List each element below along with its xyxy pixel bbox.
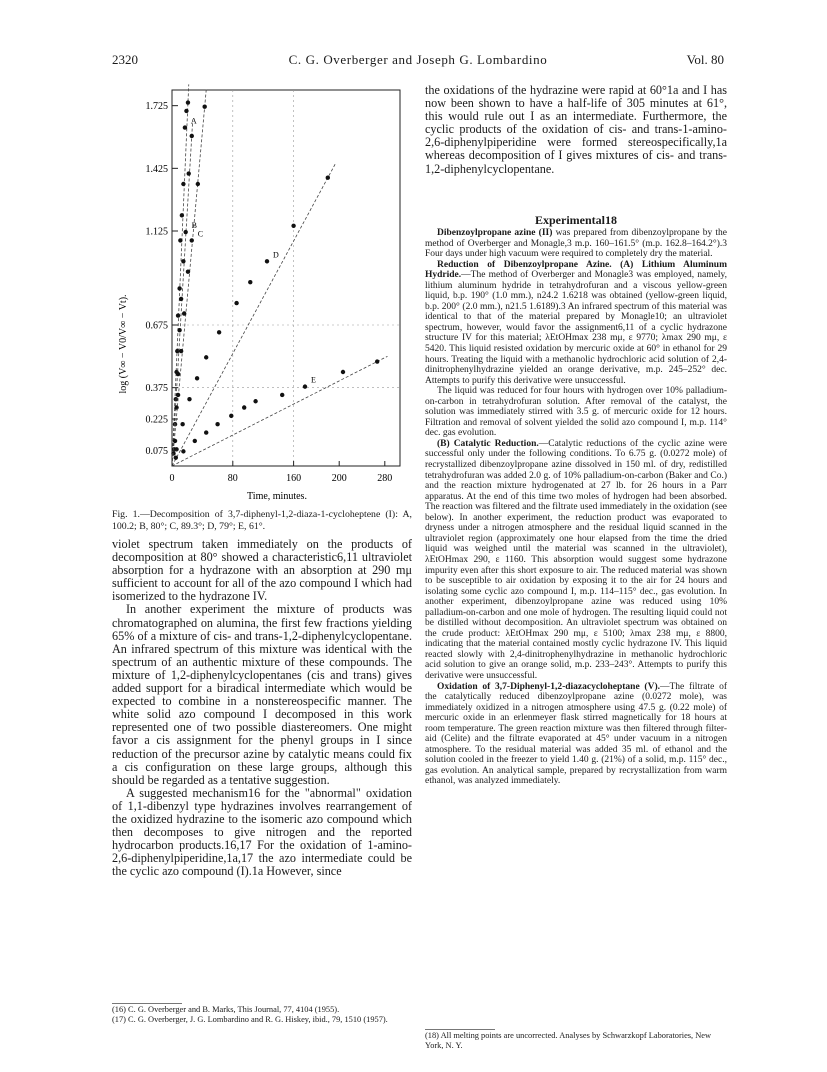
chart-axes xyxy=(172,90,400,466)
data-point-d xyxy=(291,224,295,228)
data-point-b xyxy=(181,259,185,263)
y-tick-label: 0.375 xyxy=(145,383,168,395)
y-tick-label: 0.075 xyxy=(145,445,168,457)
data-point-d xyxy=(265,259,269,263)
series-label-e: E xyxy=(311,375,316,385)
left-footnotes xyxy=(112,1005,412,1025)
data-point-c xyxy=(196,182,200,186)
data-point-e xyxy=(215,422,219,426)
data-point-e xyxy=(341,370,345,374)
data-point-b xyxy=(177,328,181,332)
series-label-b: B xyxy=(191,221,198,231)
paragraph: violet spectrum taken immediately on the products of decomposition at 80° showed a characteristic6,11 ultraviolet absorption for a hydrazone with an absorption at 290 mμ sufficient to account for all of the azo compound I which had isomerized to the hydrazone IV. xyxy=(112,537,412,604)
paragraph: In another experiment the mixture of products was chromatographed on alumina, the first few fractions yielding 65% of a mixture of cis- and trans-1,2-diphenylcyclopentane. An infrared spectrum of this mixture was identical with the spectrum of an authentic mixture of these compounds. The mixture of 1,2-diphenylcyclopentanes (cis and trans) gives added support for a biradical intermediate which would be expected to combine in a nonstereospecific manner. The white solid azo compound I decomposed in this work represented one of two possible diastereomers. One might favor a cis assignment for the phenyl groups in I since reduction of the precursor azine by catalytic means could fix a cis configuration on these large groups, although this should be regarded as a tentative suggestion. xyxy=(112,602,412,787)
x-tick-label: 200 xyxy=(331,473,347,484)
series-label-c: C xyxy=(197,229,204,239)
paragraph: Reduction of Dibenzoylpropane Azine. (A) Lithium Aluminum Hydride.—The method of Overberger and Monagle3 was employed, namely, lithium aluminum hydride in tetrahydrofuran and a viscous yellow-green liquid, b.p. 190° (1.0 mm.), n24.2 1.6218 was obtained (yellow-green liquid, b.p. 200° (2.0 mm.), n21.5 1.6189).3 An infrared spectrum of this material was identical to that of the material prepared by Monagle10; an ultraviolet spectrum, however, would favor the assignment6,11 of a cyclic hydrazone structure IV for this material; λEtOHmax 238 mμ, ε 9770; λmax 290 mμ, ε 5420. This liquid resisted oxidation by mercuric oxide at 60° in ethanol for 29 hours. Treating the liquid with a methanolic hydrochloric acid solution of 2,4-dinitrophenylhydrazine yielded an orange derivative, m.p. 245–252° dec. Attempts to purify this derivative were unsuccessful. xyxy=(425,259,727,386)
data-point-b xyxy=(183,230,187,234)
data-point-a xyxy=(186,100,190,104)
data-point-c xyxy=(182,311,186,315)
paragraph: the oxidations of the hydrazine were rapid at 60°1a and I has now been shown to have a half-life of 305 minutes at 61°, this would rule out I as an intermediate. Furthermore, the cyclic products of the oxidation of cis- and trans-1-amino-2,6-diphenylpiperidine were formed stereospecifically,1a whereas decomposition of I gives mixtures of cis- and trans-1,2-diphenylcyclopentane. xyxy=(425,83,727,176)
paragraph: Oxidation of 3,7-Diphenyl-1,2-diazacycloheptane (V).—The filtrate of the catalytically reduced dibenzoylpropane azine (0.0272 mole), was immediately oxidized in a nitrogen atmosphere using 47.5 g. (0.22 mole) of mercuric oxide in an erlenmeyer flask stirred magnetically for 18 hours at room temperature. The green reaction mixture was then filtered through filter-aid (Celite) and the filtrate evaporated at 45° under vacuum in a nitrogen atmosphere. To the residual material was added 35 ml. of ethanol and the solution cooled in the freezer to yield 1.40 g. (21%) of a solid, m.p. 115° dec., gas evolution. An analytical sample, prepared by recrystallization from warm ethanol, was analyzed immediately. xyxy=(425,681,727,787)
data-point-c xyxy=(179,349,183,353)
data-point-d xyxy=(180,422,184,426)
data-point-b xyxy=(179,297,183,301)
data-point-b xyxy=(190,134,194,138)
data-point-e xyxy=(253,399,257,403)
y-tick-label: 1.725 xyxy=(145,101,168,113)
data-point-b xyxy=(187,171,191,175)
page-number: 2320 xyxy=(112,52,138,67)
series-line-b xyxy=(172,119,193,466)
running-authors: C. G. Overberger and Joseph G. Lombardino xyxy=(288,52,548,67)
y-tick-label: 1.125 xyxy=(145,226,168,238)
data-point-e xyxy=(375,359,379,363)
series-line-e xyxy=(172,356,387,466)
data-point-d xyxy=(248,280,252,284)
x-tick-label: 160 xyxy=(286,473,302,484)
chart-grid xyxy=(172,90,400,466)
data-point-e xyxy=(204,430,208,434)
x-tick-label: 80 xyxy=(227,473,238,484)
right-footnotes xyxy=(425,1031,727,1051)
volume-label: Vol. 80 xyxy=(686,52,724,67)
data-point-c xyxy=(202,105,206,109)
x-tick-label: 0 xyxy=(169,473,175,484)
data-point-d xyxy=(326,176,330,180)
series-label-a: A xyxy=(190,116,197,126)
plot-frame xyxy=(172,90,400,466)
x-axis-label: Time, minutes. xyxy=(247,491,307,502)
data-point-c xyxy=(190,238,194,242)
data-point-d xyxy=(187,397,191,401)
x-tick-label: 280 xyxy=(377,473,393,484)
data-point-a xyxy=(180,213,184,217)
y-tick-label: 0.225 xyxy=(145,414,168,426)
data-point-e xyxy=(303,384,307,388)
footnote-rule xyxy=(425,1029,495,1030)
series-line-d xyxy=(172,163,336,466)
data-point-b xyxy=(176,372,180,376)
data-point-b xyxy=(174,405,178,409)
data-point-a xyxy=(184,109,188,113)
left-column xyxy=(112,538,412,878)
y-tick-label: 1.425 xyxy=(145,163,168,175)
footnote: (17) C. G. Overberger, J. G. Lombardino and R. G. Hiskey, ibid., 79, 1510 (1957). xyxy=(112,1015,388,1024)
data-point-d xyxy=(195,376,199,380)
paragraph: A suggested mechanism16 for the "abnormal" oxidation of 1,1-dibenzyl type hydrazines involves rearrangement of the oxidized hydrazine to the isomeric azo compound which then decomposes to give nitrogen and the reported hydrocarbon products.16,17 For the oxidation of 1-amino-2,6-diphenylpiperidine,1a,17 the azo intermediate could be the cyclic azo compound (I).1a However, since xyxy=(112,785,412,879)
paragraph: Dibenzoylpropane azine (II) was prepared from dibenzoylpropane by the method of Overberger and Monagle,3 m.p. 160–161.5° (m.p. 162.8–164.2°).3 Four days under high vacuum were required to completely dry the material. xyxy=(425,228,727,260)
series-line-c xyxy=(172,89,206,466)
right-column-intro xyxy=(425,84,727,176)
data-point-e xyxy=(174,455,178,459)
data-point-c xyxy=(176,393,180,397)
paragraph: The liquid was reduced for four hours with hydrogen over 10% palladium-on-carbon in tetrahydrofuran solution. After removal of the catalyst, the solution was immediately stirred with 3.5 g. of mercuric oxide for 12 hours. Filtration and removal of solvent yielded the solid azo compound I, m.p. 114° dec. gas evolution. xyxy=(425,386,727,439)
data-point-c xyxy=(186,270,190,274)
data-point-a xyxy=(181,182,185,186)
footnote-rule xyxy=(112,1003,182,1004)
chart-ticks xyxy=(146,101,393,484)
chart-marks xyxy=(171,84,387,466)
data-point-e xyxy=(280,393,284,397)
run-in-heading: Reduction of Dibenzoylpropane Azine. (A) Lithium Aluminum Hydride. xyxy=(425,259,727,281)
data-point-e xyxy=(181,449,185,453)
data-point-e xyxy=(242,405,246,409)
data-point-a xyxy=(173,422,177,426)
data-point-a xyxy=(178,238,182,242)
footnote: (16) C. G. Overberger and B. Marks, This Journal, 77, 4104 (1955). xyxy=(112,1005,340,1014)
data-point-a xyxy=(176,313,180,317)
section-heading: Experimental18 xyxy=(535,213,617,227)
data-point-a xyxy=(183,125,187,129)
series-label-d: D xyxy=(273,250,279,260)
data-point-d xyxy=(217,330,221,334)
right-column xyxy=(425,212,727,787)
run-in-heading: (B) Catalytic Reduction. xyxy=(437,438,539,449)
figure-caption: Fig. 1.—Decomposition of 3,7-diphenyl-1,2-diaza-1-cycloheptene (I): A, 100.2; B, 80°; C, 89.3°; D, 79°; E, 61°. xyxy=(112,509,412,532)
running-header xyxy=(112,52,724,70)
data-point-c xyxy=(173,439,177,443)
decomposition-chart xyxy=(112,84,412,504)
y-axis-label: log (V∞ − V0/V∞ − Vt). xyxy=(118,294,129,394)
paragraph: (B) Catalytic Reduction.—Catalytic reductions of the cyclic azine were successful only under the following conditions. To 6.75 g. (0.0272 mole) of recrystallized dibenzoylpropane azine dissolved in 150 ml. of dry, redistilled tetrahydrofuran was added 2.0 g. of 10% palladium-on-carbon (Baker and Co.) and the reaction mixture hydrogenated at 27 lb. for 26 hours in a Parr apparatus. At the end of this time two moles of hydrogen had been absorbed. The reaction was filtered and the filtrate used immediately in the oxidation (see below). In another experiment, the reduction product was evaporated to dryness under a nitrogen atmosphere and the residual liquid scanned in the ultraviolet region (approximately one hour elapsed from the time the dried liquid was weighed until the material was scanned in the ultraviolet), λEtOHmax 290, ε 1160. This absorption would suggest some hydrazone impurity even after this short exposure to air. The reduced material was shown to be susceptible to air oxidation by exposing it to the air for 24 hours and isolating some cyclic azo compound I, m.p. 114–115° dec., gas evolution. In another experiment, dibenzoylpropane azine was reduced using 10% palladium-on-carbon and one mole of hydrogen. The resulting liquid could not be distilled without decomposition. An ultraviolet spectrum was obtained on the crude product: λEtOHmax 290 mμ, ε 5100; λmax 238 mμ, ε 8800, indicating that the material contained mostly cyclic hydrazone IV. This liquid reacted slowly with 2,4-dinitrophenylhydrazine in methanolic hydrochloric acid solution to give an orange solid, m.p. 233–243°. Attempts to purify this derivative were unsuccessful. xyxy=(425,438,728,681)
data-point-e xyxy=(229,414,233,418)
run-in-heading: Dibenzoylpropane azine (II) xyxy=(437,228,553,238)
series-line-a xyxy=(172,84,189,466)
data-point-a xyxy=(177,286,181,290)
y-tick-label: 0.675 xyxy=(145,320,168,332)
data-point-d xyxy=(204,355,208,359)
data-point-e xyxy=(193,439,197,443)
data-point-d xyxy=(234,301,238,305)
footnote: (18) All melting points are uncorrected. Analyses by Schwarzkopf Laboratories, New York, N. Y. xyxy=(425,1031,712,1050)
run-in-heading: Oxidation of 3,7-Diphenyl-1,2-diazacycloheptane (V). xyxy=(437,681,660,692)
